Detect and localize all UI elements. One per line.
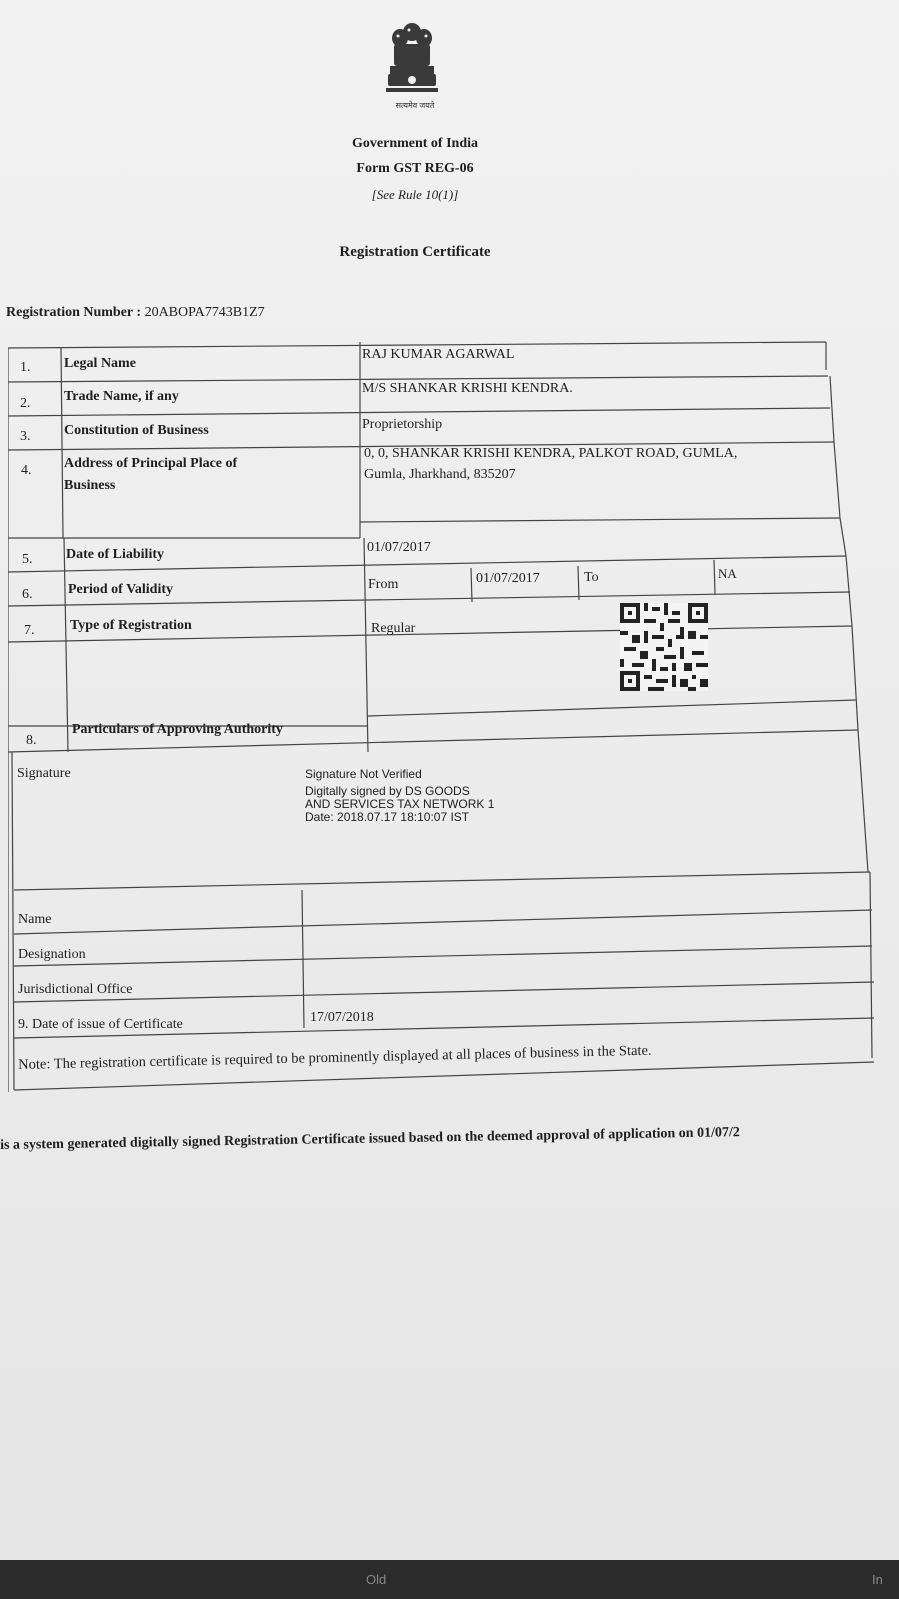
constitution-label: Constitution of Business	[64, 423, 209, 438]
row-number: 6.	[22, 587, 33, 602]
validity-from-label: From	[368, 577, 399, 592]
digital-signature-block	[305, 768, 494, 824]
name-label: Name	[18, 912, 52, 927]
address-value-line1: 0, 0, SHANKAR KRISHI KENDRA, PALKOT ROAD, GUMLA,	[364, 446, 738, 461]
row-number: 7.	[24, 623, 35, 638]
type-of-registration-value: Regular	[371, 621, 416, 636]
row-number: 2.	[20, 396, 31, 411]
date-of-issue-value: 17/07/2018	[310, 1010, 374, 1025]
photo-bottom-edge	[0, 1560, 899, 1599]
type-of-registration-label: Type of Registration	[70, 618, 192, 633]
signature-signer-line1: Digitally signed by DS GOODS	[305, 784, 470, 798]
row-number: 8.	[26, 733, 37, 748]
signature-signer-line2: AND SERVICES TAX NETWORK 1	[305, 797, 495, 811]
bottom-edge-text-right: In	[872, 1572, 883, 1587]
qr-code-icon	[620, 603, 708, 691]
certificate-title: Registration Certificate	[339, 244, 491, 260]
approving-authority-label: Particulars of Approving Authority	[72, 722, 283, 737]
trade-name-value: M/S SHANKAR KRISHI KENDRA.	[362, 381, 573, 396]
system-generated-note: is a system generated digitally signed Registration Certificate issued based on the deemed approval of application on 01/07/2	[0, 1125, 740, 1153]
period-of-validity-label: Period of Validity	[68, 582, 174, 597]
date-of-liability-value: 01/07/2017	[367, 540, 431, 555]
validity-to-value: NA	[718, 566, 737, 581]
registration-number-label: Registration Number :	[6, 305, 142, 320]
row-number: 3.	[20, 429, 31, 444]
date-of-issue-label: 9. Date of issue of Certificate	[18, 1017, 183, 1032]
signature-label: Signature	[17, 766, 71, 781]
rule-reference: [See Rule 10(1)]	[371, 187, 459, 202]
row-number: 1.	[20, 360, 31, 375]
trade-name-label: Trade Name, if any	[64, 389, 179, 404]
legal-name-value: RAJ KUMAR AGARWAL	[362, 347, 515, 362]
validity-from-value: 01/07/2017	[476, 571, 540, 586]
emblem-motto: सत्यमेव जयते	[395, 101, 435, 110]
form-heading: Form GST REG-06	[356, 161, 474, 176]
legal-name-label: Legal Name	[64, 356, 136, 371]
designation-label: Designation	[18, 947, 86, 962]
signature-status: Signature Not Verified	[305, 767, 422, 781]
registration-number	[6, 305, 265, 321]
row-number: 5.	[22, 552, 33, 567]
row-number: 4.	[21, 463, 32, 478]
display-note: Note: The registration certificate is required to be prominently displayed at all places of business in the State.	[18, 1042, 652, 1073]
address-value-line2: Gumla, Jharkhand, 835207	[364, 467, 516, 482]
date-of-liability-label: Date of Liability	[66, 547, 164, 562]
validity-to-label: To	[584, 570, 599, 585]
address-label-line2: Business	[64, 478, 116, 493]
signature-date: Date: 2018.07.17 18:10:07 IST	[305, 810, 470, 824]
jurisdictional-office-label: Jurisdictional Office	[18, 982, 133, 997]
registration-number-value: 20ABOPA7743B1Z7	[144, 305, 265, 320]
constitution-value: Proprietorship	[362, 417, 443, 432]
government-heading: Government of India	[352, 136, 478, 151]
national-emblem-icon	[382, 18, 442, 96]
bottom-edge-text-left: Old	[366, 1572, 387, 1587]
address-label-line1: Address of Principal Place of	[64, 456, 238, 471]
